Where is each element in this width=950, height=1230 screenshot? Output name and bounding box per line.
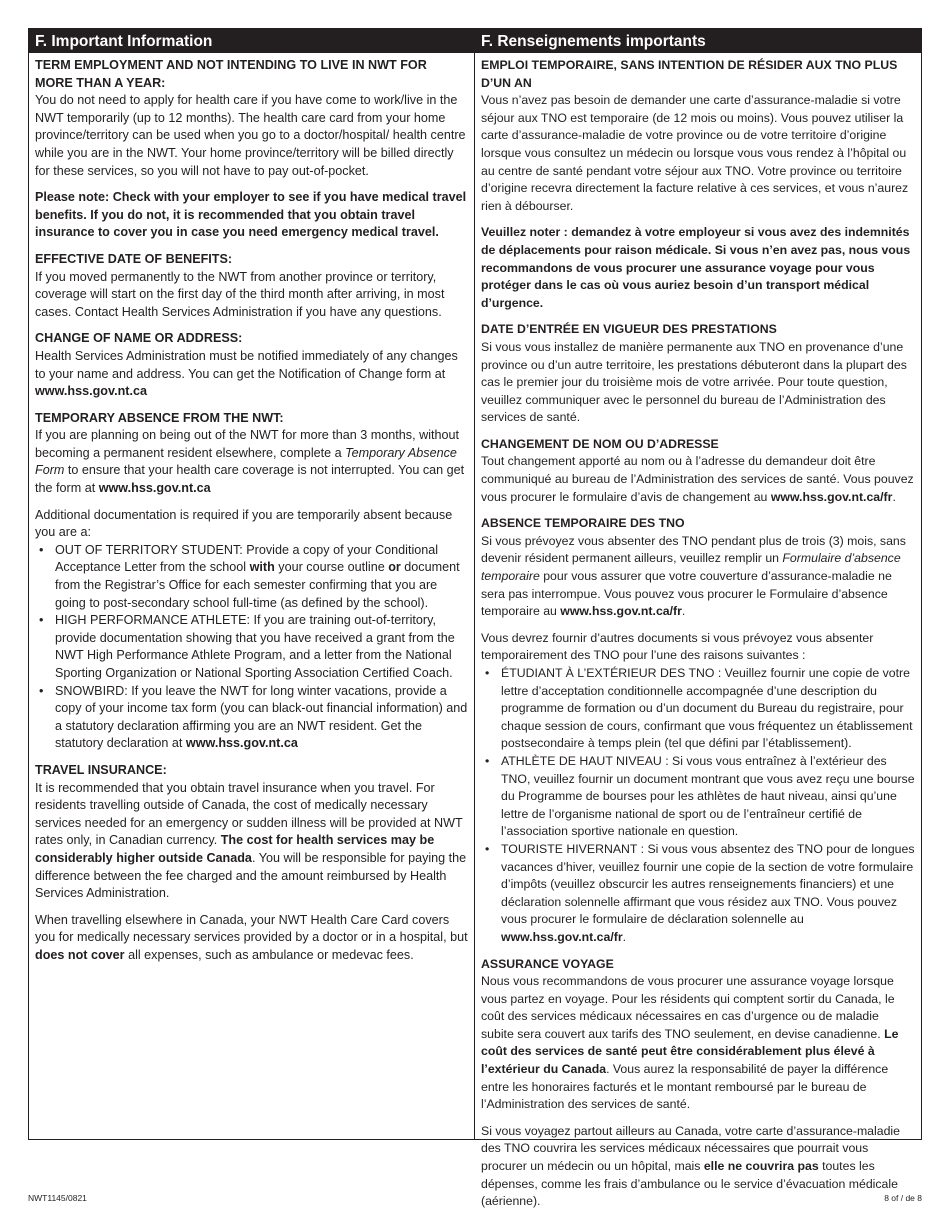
list-item-athlete: • HIGH PERFORMANCE ATHLETE: If you are training out-of-territory, provide documentation showing that you have received a grant from the NWT High Performance Athlete Program, and a letter from the National Sporting Organization or National Sporting Association Certified Coach.	[55, 612, 468, 682]
temporary-absence-section	[35, 410, 468, 498]
fr-change-form-link[interactable]: www.hss.gov.nt.ca/fr	[770, 489, 893, 504]
english-column	[29, 29, 475, 1139]
travel-insurance-section	[35, 762, 468, 903]
fr-absence-form-link[interactable]: www.hss.gov.nt.ca/fr	[560, 604, 682, 619]
fr-temporary-absence-section	[481, 515, 915, 621]
term-employment-text: You do not need to apply for health care if you have come to work/live in the NWT temporarily (up to 12 months). The health care card from your home province/territory can be used when you go to a doctor/hospital/ health centre while you are in the NWT. Your home province/territory will be billed directly for these services, so you will not have to pay out-of-pocket.	[35, 93, 466, 178]
fr-term-employment-section	[481, 57, 915, 215]
fr-travel-insurance-heading: ASSURANCE VOYAGE	[481, 956, 614, 971]
fr-term-employment-heading: EMPLOI TEMPORAIRE, SANS INTENTION DE RÉSIDER AUX TNO PLUS D’UN AN	[481, 58, 898, 90]
travel-insurance-text: It is recommended that you obtain travel insurance when you travel. For residents travelling outside of Canada, the cost of medically necessary services needed for an emergency or sudden illness will be provided at NWT rates only, in Canadian currency. The cost for health services may be considerably higher outside Canada. You will be responsible for paying the difference between the fee charged and the amount reimbursed by Health Services Administration.	[35, 780, 467, 901]
fr-effective-date-heading: DATE D’ENTRÉE EN VIGUEUR DES PRESTATIONS	[481, 322, 777, 337]
temporary-absence-form-name: Temporary Absence Form	[35, 445, 457, 478]
travel-insurance-heading: TRAVEL INSURANCE:	[35, 762, 167, 777]
effective-date-text: If you moved permanently to the NWT from another province or territory, coverage will start on the first day of the third month after arriving, in most cases. Contact Health Services Administration if you have any questions.	[35, 269, 445, 319]
fr-declaration-link[interactable]: www.hss.gov.nt.ca/fr	[501, 929, 623, 944]
form-code: NWT1145/0821	[28, 1193, 87, 1203]
absence-form-link[interactable]: www.hss.gov.nt.ca	[98, 481, 211, 496]
canada-travel-text: When travelling elsewhere in Canada, your NWT Health Care Card covers you for medically necessary services provided by a doctor or in a hospital, but does not cover all expenses, such as ambulance or medevac fees.	[35, 912, 468, 962]
fr-term-employment-text: Vous n’avez pas besoin de demander une carte d’assurance-maladie si votre séjour aux TNO est temporaire (de 12 mois ou moins). Vous pouvez utiliser la carte d’assurance-maladie de votre province ou de votre territoire d’origine lorsque vous consultez un médecin ou lorsque vous vous rendez à l’hôpital ou au centre de santé pendant votre séjour aux TNO. Votre province ou territoire d’origine recevra directement la facture relative à ces services, et vous n’aurez rien à débourser.	[481, 93, 909, 213]
list-item-student: • OUT OF TERRITORY STUDENT: Provide a copy of your Conditional Acceptance Letter from the school with your course outline or document from the Registrar’s Office for each semester confirming that you are going to post-secondary school full-time (as defined by the school).	[55, 542, 468, 612]
additional-docs-section	[35, 507, 468, 753]
fr-travel-insurance-section	[481, 956, 915, 1114]
french-section-header: F. Renseignements importants	[475, 29, 921, 53]
employer-note: Please note: Check with your employer to see if you have medical travel benefits. If you do not, it is recommended that you obtain travel insurance to cover you in case you need emergency medical travel.	[35, 190, 467, 240]
change-name-section	[35, 330, 468, 400]
fr-change-name-heading: CHANGEMENT DE NOM OU D’ADRESSE	[481, 436, 719, 451]
fr-temporary-absence-heading: ABSENCE TEMPORAIRE DES TNO	[481, 516, 685, 531]
term-employment-heading: TERM EMPLOYMENT AND NOT INTENDING TO LIVE IN NWT FOR MORE THAN A YEAR:	[35, 58, 427, 90]
list-item-snowbird: • SNOWBIRD: If you leave the NWT for long winter vacations, provide a copy of your income tax form (you can black-out financial information) and a statutory declaration affirming you are an NWT resident. Get the statutory declaration at www.hss.gov.nt.ca	[55, 683, 468, 753]
temporary-absence-text: If you are planning on being out of the NWT for more than 3 months, without becoming a permanent resident elsewhere, complete a Temporary Absence Form to ensure that your health care coverage is not interrupted. You can get the form at www.hss.gov.nt.ca	[35, 428, 465, 496]
english-section-header: F. Important Information	[29, 29, 474, 53]
effective-date-heading: EFFECTIVE DATE OF BENEFITS:	[35, 251, 233, 266]
term-employment-section	[35, 57, 468, 180]
change-form-link[interactable]: www.hss.gov.nt.ca	[35, 384, 147, 399]
change-name-text: Health Services Administration must be notified immediately of any changes to your name and address. You can get the Notification of Change form at www.hss.gov.nt.ca	[35, 348, 458, 399]
fr-effective-date-section	[481, 321, 915, 427]
fr-additional-docs-list	[481, 665, 915, 947]
fr-change-name-text: Tout changement apporté au nom ou à l’adresse du demandeur doit être communiqué au bureau de l’Administration des services de santé. Vous pouvez vous procurer le formulaire d’avis de changement au www.hss.gov.nt.ca/fr.	[481, 454, 914, 504]
fr-change-name-section	[481, 436, 915, 506]
fr-effective-date-text: Si vous vous installez de manière permanente aux TNO en provenance d’une province ou d’un autre territoire, les prestations débuteront dans la plupart des cas le premier jour du troisième mois de votre arrivée. Pour toute question, veuillez communiquer avec le personnel du bureau de l’Administration des services de santé.	[481, 339, 907, 425]
fr-temporary-absence-text: Si vous prévoyez vous absenter des TNO pendant plus de trois (3) mois, sans devenir résident permanent ailleurs, veuillez remplir un Formulaire d’absence temporaire pour vous assurer que votre couverture d’assurance-maladie ne sera pas interrompue. Vous pouvez vous procurer le Formulaire d’absence temporaire au www.hss.gov.nt.ca/fr.	[481, 533, 906, 619]
fr-travel-insurance-text: Nous vous recommandons de vous procurer une assurance voyage lorsque vous partez en voyage. Pour les résidents qui comptent sortir du Canada, le coût des services médicaux nécessaires en cas d’urgence ou de maladie subite sera couvert aux tarifs des TNO seulement, en devise canadienne. Le coût des services de santé peut être considérablement plus élevé à l’extérieur du Canada. Vous aurez la responsabilité de payer la différence entre les honoraires facturés et le montant remboursé par le bureau de l’Administration des services de santé.	[481, 974, 899, 1112]
fr-list-item-student: • ÉTUDIANT À L’EXTÉRIEUR DES TNO : Veuillez fournir une copie de votre lettre d’acceptation conditionnelle accompagnée d’une description du programme de formation ou d’un document du Bureau du registraire, pour chaque session de cours, confirmant que vous fréquentez un établissement postsecondaire à temps plein (tel que défini par l’établissement).	[501, 665, 915, 753]
fr-temporary-absence-form-name: Formulaire d’absence temporaire	[481, 551, 901, 584]
fr-additional-docs-section	[481, 630, 915, 947]
fr-list-item-snowbird: • TOURISTE HIVERNANT : Si vous vous absentez des TNO pour de longues vacances d’hiver, veuillez fournir une copie de la section de votre formulaire d’impôts (veuillez obscurcir les autres renseignements financiers) et une déclaration solennelle affirmant que vous résidez aux TNO. Vous pouvez vous procurer le formulaire de déclaration solennelle au www.hss.gov.nt.ca/fr.	[501, 841, 915, 947]
declaration-link[interactable]: www.hss.gov.nt.ca	[185, 736, 298, 751]
additional-docs-list	[35, 542, 468, 753]
canada-travel-section	[35, 912, 468, 965]
fr-canada-travel-text: Si vous voyagez partout ailleurs au Canada, votre carte d’assurance-maladie des TNO couvrira les services médicaux nécessaires que pourrait vous procurer un médecin ou un hôpital, mais elle ne couvrira pas toutes les dépenses, comme les frais d’ambulance ou le service d’évacuation médicale (aérienne).	[481, 1123, 901, 1209]
change-name-heading: CHANGE OF NAME OR ADDRESS:	[35, 331, 243, 346]
temporary-absence-heading: TEMPORARY ABSENCE FROM THE NWT:	[35, 410, 284, 425]
fr-list-item-athlete: • ATHLÈTE DE HAUT NIVEAU : Si vous vous entraînez à l’extérieur des TNO, veuillez fournir un document montrant que vous avez reçu une bourse du Programme de bourses pour les athlètes de haut niveau, ainsi qu’une lettre de l’organisme national de sport ou de l’entraîneur certifié de l’association sportive nationale en question.	[501, 753, 915, 841]
fr-additional-docs-intro: Vous devrez fournir d’autres documents si vous prévoyez vous absenter temporairement des TNO pour l’une des raisons suivantes :	[481, 630, 874, 663]
fr-employer-note: Veuillez noter : demandez à votre employeur si vous avez des indemnités de déplacements pour raison médicale. Si vous n’en avez pas, nous vous recommandons de vous procurer une assurance voyage pour vous protéger dans le cas où vous auriez besoin d’un transport médical d’urgence.	[481, 225, 911, 310]
additional-docs-intro: Additional documentation is required if you are temporarily absent because you are a:	[35, 507, 453, 540]
page-number: 8 of / de 8	[884, 1193, 922, 1203]
fr-canada-travel-section	[481, 1123, 915, 1211]
effective-date-section	[35, 251, 468, 321]
